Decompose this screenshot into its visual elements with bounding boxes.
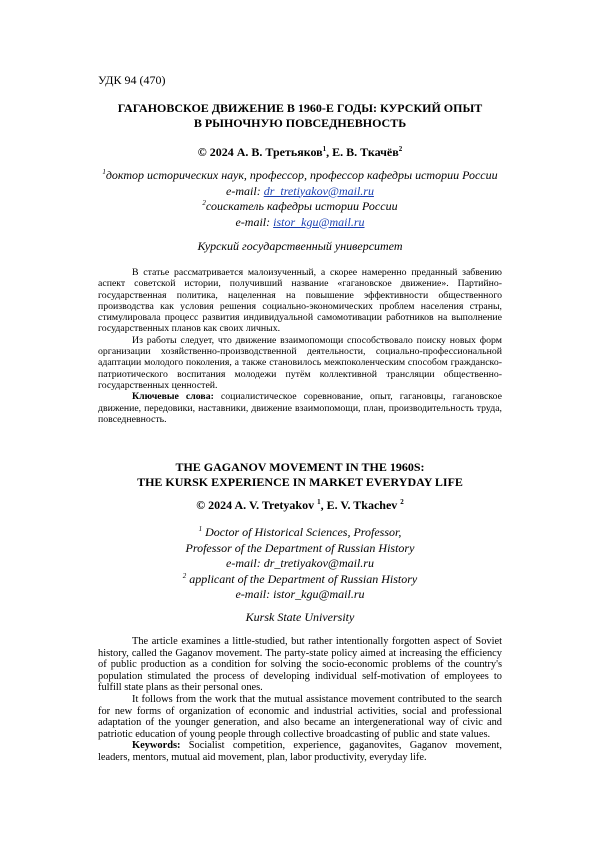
ru-abstract-p2: Из работы следует, что движение взаимопомощи способствовало поиску новых форм организации хозяйственно-производственной деятельности, социально-профессиональной адаптации молодого поколения, а также становилось межпоколенческим способом гражданско-патриотического воспитания молодежи путём коллективной трансляции общественно-государственных ценностей. bbox=[98, 334, 502, 391]
ru-email1-link[interactable]: dr_tretiyakov@mail.ru bbox=[263, 183, 374, 198]
ru-authors bbox=[100, 145, 500, 160]
en-author1: © 2024 A. V. Tretyakov bbox=[196, 498, 318, 512]
ru-aff1-text: доктор исторических наук, профессор, профессор кафедры истории России bbox=[105, 168, 498, 182]
ru-aff1-sup: 1 bbox=[102, 168, 106, 176]
ru-author1-sup: 1 bbox=[322, 145, 327, 153]
ru-title-line1: ГАГАНОВСКОЕ ДВИЖЕНИЕ В 1960-Е ГОДЫ: КУРСКИЙ ОПЫТ bbox=[117, 101, 483, 115]
en-keywords-text: Socialist competition, experience, gaganovites, Gaganov movement, leaders, mentors, mutual aid movement, plan, labor productivity, everyday life. bbox=[98, 740, 502, 763]
ru-email2-label: e-mail: bbox=[235, 214, 274, 229]
en-aff1-line2: Professor of the Department of Russian History bbox=[185, 540, 415, 555]
en-title-line2: THE KURSK EXPERIENCE IN MARKET EVERYDAY LIFE bbox=[137, 475, 463, 489]
en-aff2-text: applicant of the Department of Russian History bbox=[186, 571, 418, 586]
en-university: Kursk State University bbox=[245, 610, 355, 624]
ru-email2-row bbox=[100, 215, 500, 231]
en-title-line1: THE GAGANOV MOVEMENT IN THE 1960S: bbox=[175, 460, 425, 474]
ru-abstract-p1: В статье рассматривается малоизученный, а скорее намеренно преданный забвению аспект советской истории, получивший название «гагановское движение». Партийно-государственная политика, нацеленная на повышение эффективности общественного производства как условия решения социально-экономических проблем населения страны, стимулировала процесс развития индивидуальной самомотивации работников на выполнение государственных планов как своих личных. bbox=[98, 267, 502, 335]
ru-author2-sup: 2 bbox=[398, 145, 403, 153]
en-keywords-label: Keywords: bbox=[132, 740, 181, 752]
en-abstract-p2: It follows from the work that the mutual assistance movement contributed to the search for new forms of organization of economic and industrial activities, social and professional adaptation of the younger generation, and also became an intergenerational way of civic and patriotic education of young people through collective broadcasting of public and state values. bbox=[98, 693, 502, 740]
en-email2: e-mail: istor_kgu@mail.ru bbox=[235, 587, 365, 601]
en-aff2 bbox=[100, 572, 500, 588]
en-title bbox=[100, 460, 500, 490]
udk-code: УДК 94 (470) bbox=[98, 73, 166, 87]
ru-author2: , Е. В. Ткачёв bbox=[326, 145, 399, 159]
en-keywords bbox=[98, 740, 502, 763]
en-aff1-line1 bbox=[100, 525, 500, 541]
ru-email2-link[interactable]: istor_kgu@mail.ru bbox=[273, 214, 365, 229]
ru-university: Курский государственный университет bbox=[197, 239, 403, 253]
ru-affiliations bbox=[100, 168, 500, 230]
ru-email1-label: e-mail: bbox=[226, 183, 264, 198]
ru-email1-row bbox=[100, 184, 500, 200]
en-affiliations bbox=[100, 525, 500, 603]
ru-abstract bbox=[98, 267, 502, 425]
ru-author1: © 2024 А. В. Третьяков bbox=[197, 145, 323, 159]
ru-aff2-sup: 2 bbox=[202, 199, 206, 207]
en-authors bbox=[100, 498, 500, 513]
ru-keywords-text: социалистическое соревнование, опыт, гагановцы, гагановское движение, передовики, наставники, движение взаимопомощи, план, производительность труда, повседневность. bbox=[98, 391, 502, 425]
ru-title bbox=[100, 101, 500, 131]
ru-aff2-text: соискатель кафедры истории России bbox=[205, 199, 398, 213]
en-aff1-sup: 1 bbox=[198, 525, 203, 533]
en-author2: , E. V. Tkachev bbox=[320, 498, 401, 512]
en-abstract bbox=[98, 636, 502, 764]
ru-keywords bbox=[98, 391, 502, 425]
ru-aff1 bbox=[100, 168, 500, 184]
en-author2-sup: 2 bbox=[400, 498, 404, 506]
en-email1: e-mail: dr_tretiyakov@mail.ru bbox=[226, 556, 374, 570]
ru-keywords-label: Ключевые слова: bbox=[132, 391, 214, 403]
ru-title-line2: В РЫНОЧНУЮ ПОВСЕДНЕВНОСТЬ bbox=[193, 116, 407, 130]
en-author1-sup: 1 bbox=[317, 498, 321, 506]
en-abstract-p1: The article examines a little-studied, but rather intentionally forgotten aspect of Soviet history, called the Gaganov movement. The party-state policy aimed at increasing the efficiency of public production as a condition for solving the socio-economic problems of the country's population stimulated the process of developing individual self-motivation of employees to fulfill state plans as their personal ones. bbox=[98, 636, 502, 694]
en-aff1-text: Doctor of Historical Sciences, Professor, bbox=[202, 525, 402, 539]
en-aff2-sup: 2 bbox=[182, 571, 187, 580]
ru-aff2 bbox=[100, 199, 500, 215]
